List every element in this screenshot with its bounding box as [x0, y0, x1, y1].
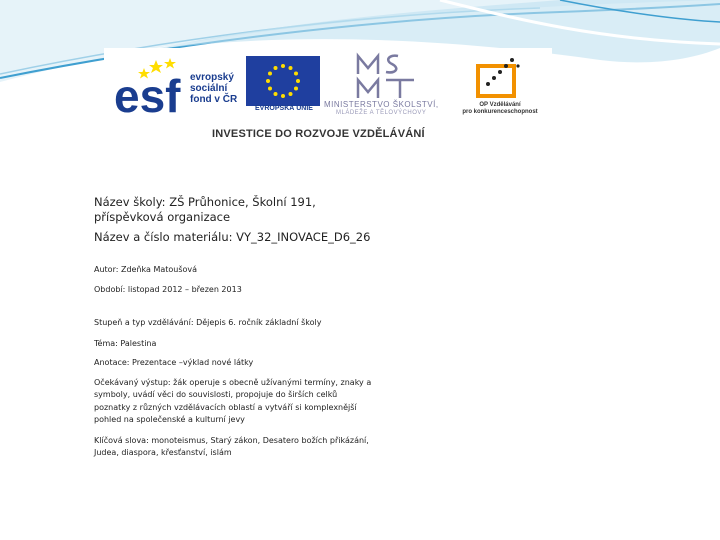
esf-text: evropský sociální fond v ČR — [190, 72, 238, 105]
eu-flag-icon — [246, 56, 320, 112]
education-level: Stupeň a typ vzdělávání: Dějepis 6. ročník základní školy — [94, 318, 322, 327]
period: Období: listopad 2012 – březen 2013 — [94, 284, 242, 294]
school-name-line1: Název školy: ZŠ Průhonice, Školní 191, — [94, 195, 316, 209]
document-body — [94, 195, 394, 460]
author: Autor: Zdeňka Matoušová — [94, 265, 198, 274]
topic: Téma: Palestina — [94, 338, 157, 348]
svg-text:esf: esf — [114, 70, 181, 118]
msmt-text-line2: MLÁDEŽE A TĚLOVÝCHOVY — [336, 110, 427, 116]
op-text-line2: pro konkurenceschopnost — [462, 109, 538, 115]
logo-banner — [104, 48, 552, 144]
investice-slogan: INVESTICE DO ROZVOJE VZDĚLÁVÁNÍ — [212, 128, 425, 140]
op-text-line1: OP Vzdělávání — [479, 102, 521, 108]
expected-outcome-line: poznatky z různých vzdělávacích oblastí a vytváří si komplexnější — [94, 402, 357, 412]
msmt-text-line1: MINISTERSTVO ŠKOLSTVÍ, — [324, 100, 439, 109]
annotation: Anotace: Prezentace –výklad nové látky — [94, 358, 254, 367]
expected-outcome-line: Očekávaný výstup: žák operuje s obecně užívanými termíny, znaky a — [94, 377, 372, 387]
expected-outcome-line: pohled na společenské a kulturní jevy — [94, 415, 245, 424]
keywords-line: Judea, diaspora, křesťanství, islám — [94, 448, 232, 457]
keywords-line: Klíčová slova: monoteismus, Starý zákon, Desatero božích přikázání, — [94, 435, 369, 445]
expected-outcome-line: symboly, uvádí věci do souvislosti, propojuje do širších celků — [94, 390, 338, 399]
expected-outcome — [94, 377, 394, 427]
keywords — [94, 435, 394, 460]
eu-text: EVROPSKÁ UNIE — [255, 105, 313, 112]
msmt-logo-icon — [354, 52, 418, 102]
material-name: Název a číslo materiálu: VY_32_INOVACE_D6_26 — [94, 230, 371, 244]
school-name-line2: příspěvková organizace — [94, 210, 231, 224]
op-vzdelavani-logo-icon — [474, 56, 524, 100]
